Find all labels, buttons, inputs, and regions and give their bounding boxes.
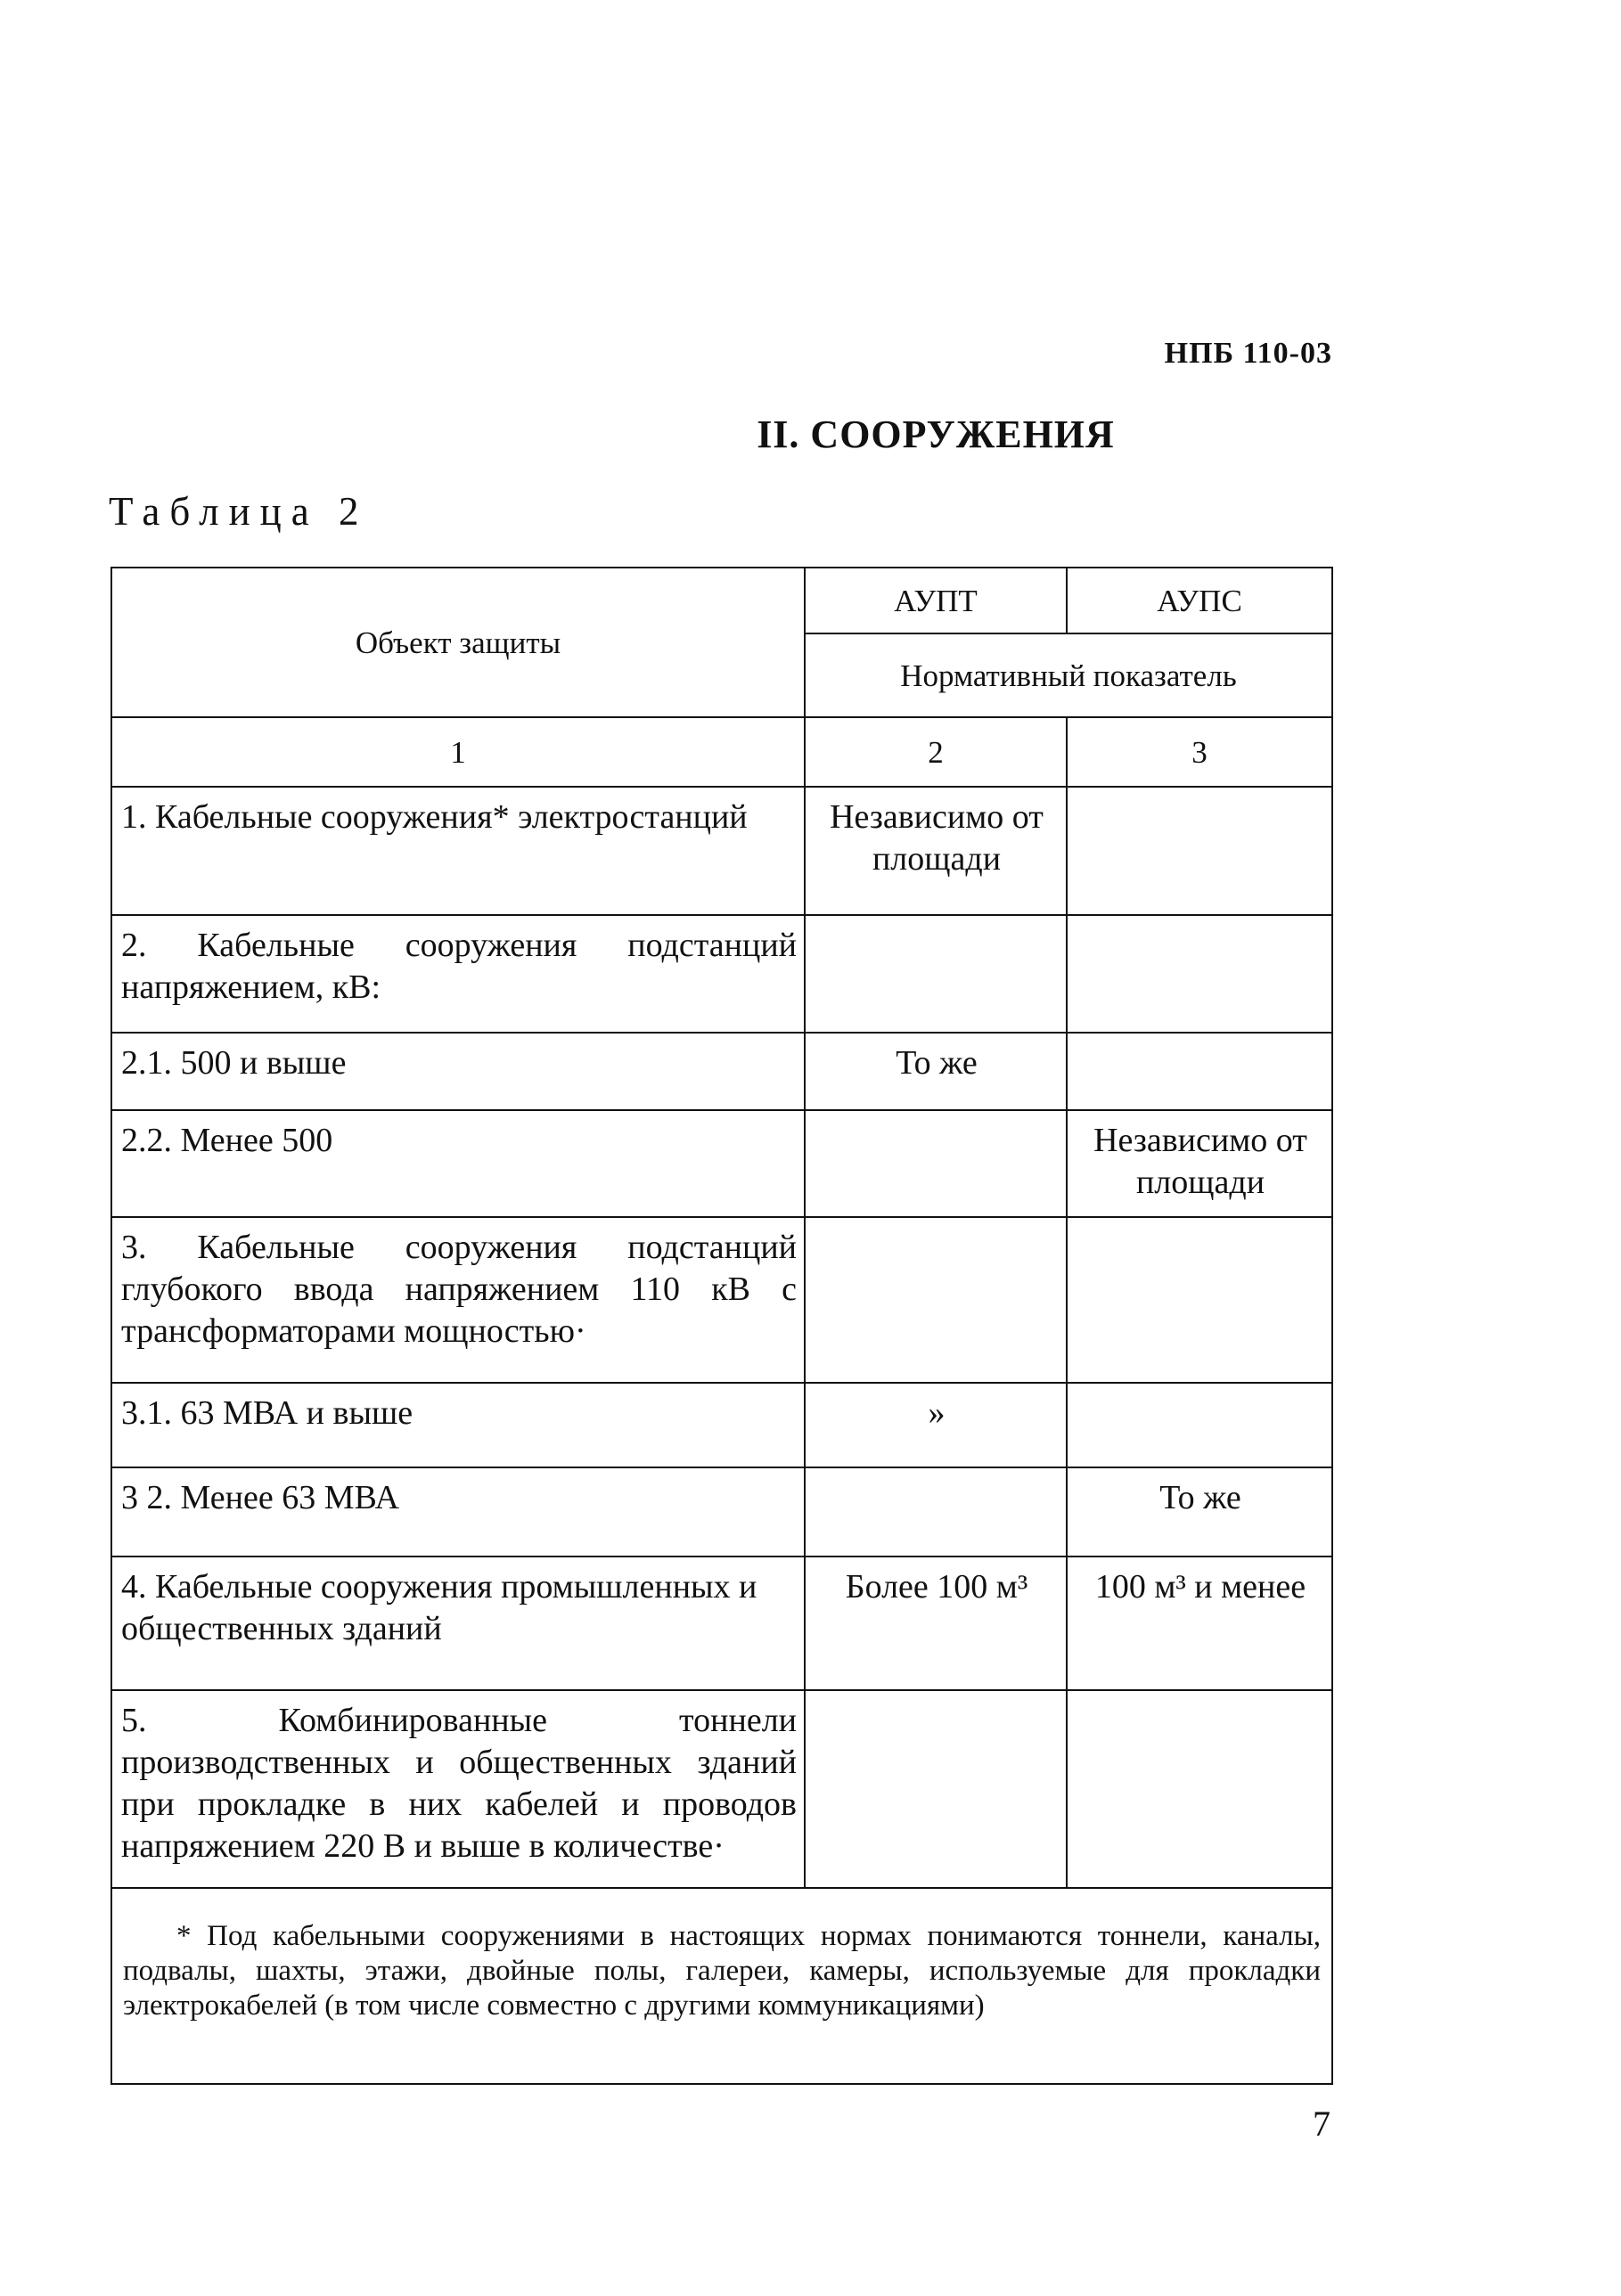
column-number-row	[111, 717, 1332, 787]
row-object: 2.1. 500 и выше	[111, 1033, 805, 1110]
footnote-row	[111, 1888, 1332, 2084]
row-object: 2. Кабельные сооружения подстанций напряжением, кВ:	[111, 915, 805, 1033]
row-aups	[1067, 915, 1332, 1033]
table-row	[111, 1467, 1332, 1557]
table-row	[111, 1690, 1332, 1888]
row-aupt	[805, 1690, 1067, 1888]
column-number: 1	[111, 717, 805, 787]
row-aups	[1067, 1690, 1332, 1888]
column-number: 3	[1067, 717, 1332, 787]
table-row	[111, 1033, 1332, 1110]
table-row	[111, 1383, 1332, 1467]
row-aupt: Независимо от площади	[805, 787, 1067, 915]
table-header-row	[111, 568, 1332, 633]
column-number: 2	[805, 717, 1067, 787]
table-footnote: * Под кабельными сооружениями в настоящих нормах понимаются тоннели, каналы, подвалы, шахты, этажи, двойные полы, галереи, камеры, используемые для прокладки электрокабелей (в том числе совместно с другими коммуникациями)	[111, 1888, 1332, 2084]
row-aupt	[805, 1217, 1067, 1383]
row-aupt: »	[805, 1383, 1067, 1467]
document-code: НПБ 110-03	[1164, 337, 1332, 370]
row-object: 4. Кабельные сооружения промышленных и общественных зданий	[111, 1557, 805, 1690]
page-number: 7	[1313, 2104, 1330, 2144]
table-row	[111, 1110, 1332, 1217]
row-aupt	[805, 915, 1067, 1033]
table-row	[111, 787, 1332, 915]
header-aups: АУПС	[1067, 568, 1332, 633]
row-aups: То же	[1067, 1467, 1332, 1557]
norms-table	[111, 567, 1333, 2085]
row-object: 1. Кабельные сооружения* электростанций	[111, 787, 805, 915]
table-row	[111, 1557, 1332, 1690]
section-title: II. СООРУЖЕНИЯ	[757, 413, 1115, 456]
row-aups: Независимо от площади	[1067, 1110, 1332, 1217]
row-object: 2.2. Менее 500	[111, 1110, 805, 1217]
row-object: 3. Кабельные сооружения подстанций глубокого ввода напряжением 110 кВ с трансформаторами мощностью·	[111, 1217, 805, 1383]
row-object: 5. Комбинированные тоннели производственных и общественных зданий при прокладке в них кабелей и проводов напряжением 220 В и выше в количестве·	[111, 1690, 805, 1888]
header-aupt: АУПТ	[805, 568, 1067, 633]
header-normative: Нормативный показатель	[805, 633, 1332, 717]
row-object: 3.1. 63 МВА и выше	[111, 1383, 805, 1467]
row-aupt: То же	[805, 1033, 1067, 1110]
row-aupt	[805, 1467, 1067, 1557]
header-object: Объект защиты	[111, 568, 805, 717]
row-aups	[1067, 1217, 1332, 1383]
table-row	[111, 1217, 1332, 1383]
row-aupt: Более 100 м³	[805, 1557, 1067, 1690]
table-row	[111, 915, 1332, 1033]
row-aupt	[805, 1110, 1067, 1217]
row-aups: 100 м³ и менее	[1067, 1557, 1332, 1690]
row-aups	[1067, 787, 1332, 915]
row-object: 3 2. Менее 63 МВА	[111, 1467, 805, 1557]
table-label: Таблица 2	[109, 489, 369, 534]
row-aups	[1067, 1383, 1332, 1467]
row-aups	[1067, 1033, 1332, 1110]
